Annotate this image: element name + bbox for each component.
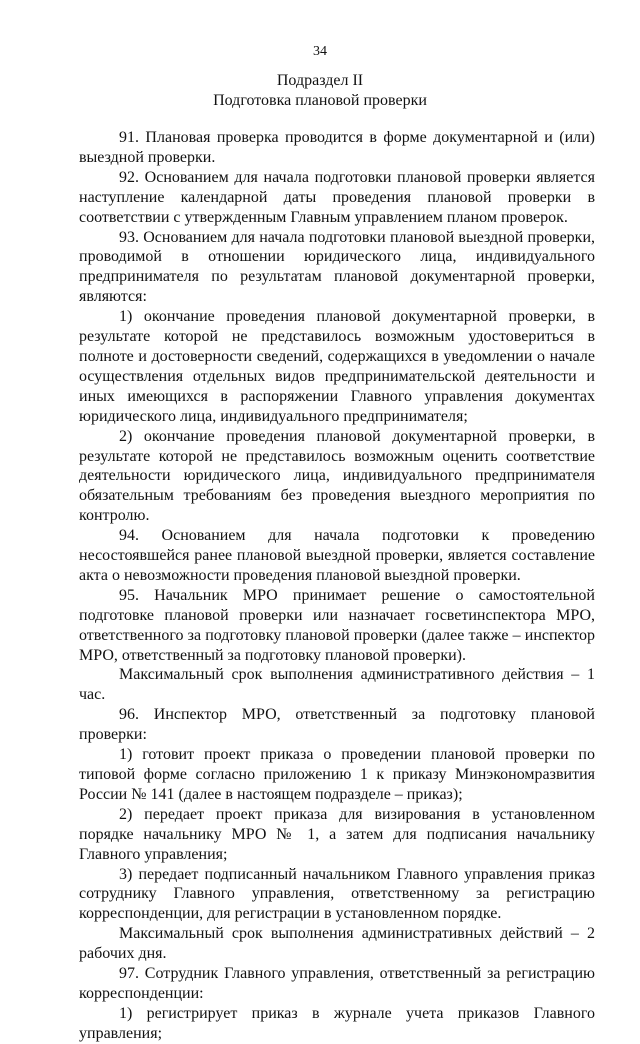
- document-body: [79, 128, 595, 1044]
- paragraph: 1) регистрирует приказ в журнале учета приказов Главного управления;: [79, 1004, 595, 1042]
- paragraph: 92. Основанием для начала подготовки плановой проверки является наступление календарной даты проведения плановой проверки в соответствии с утвержденным Главным управлением планом проверок.: [79, 168, 595, 226]
- subsection-heading: Подраздел II: [276, 72, 364, 89]
- section-title: Подготовка плановой проверки: [213, 92, 427, 109]
- paragraph: 97. Сотрудник Главного управления, ответственный за регистрацию корреспонденции:: [79, 965, 595, 1002]
- paragraph: 1) окончание проведения плановой документарной проверки, в результате которой не представилось возможным удостовериться в полноте и достоверности сведений, содержащихся в уведомлении о начале осуществления отдельных видов предпринимательской деятельности и иных имеющихся в распоряжении Главного управления документах юридического лица, индивидуального предпринимателя;: [79, 308, 595, 425]
- paragraph: 94. Основанием для начала подготовки к проведению несостоявшейся ранее плановой выездной проверки, является составление акта о невозможности проведения плановой выездной проверки.: [79, 527, 595, 584]
- paragraph: 2) передает проект приказа для визирования в установленном порядке начальнику МРО № 1, а затем для подписания начальнику Главного управления;: [79, 805, 595, 863]
- page-number: 34: [313, 44, 327, 59]
- paragraph: 3) передает подписанный начальником Главного управления приказ сотруднику Главного управления, ответственному за регистрацию корреспонденции, для регистрации в установленном порядке.: [79, 865, 595, 923]
- paragraph: Максимальный срок выполнения административного действия – 1 час.: [79, 666, 595, 704]
- paragraph: 96. Инспектор МРО, ответственный за подготовку плановой проверки:: [79, 706, 595, 744]
- paragraph: 1) готовит проект приказа о проведении плановой проверки по типовой форме согласно приложению 1 к приказу Минэкономразвития России № 141 (далее в настоящем подразделе – приказ);: [79, 746, 595, 803]
- paragraph: 93. Основанием для начала подготовки плановой выездной проверки, проводимой в отношении юридического лица, индивидуального предпринимателя по результатам плановой документарной проверки, являются:: [79, 228, 595, 306]
- paragraph: 91. Плановая проверка проводится в форме документарной и (или) выездной проверки.: [79, 129, 595, 166]
- paragraph: 2) окончание проведения плановой документарной проверки, в результате которой не представилось возможным оценить соответствие деятельности юридического лица, индивидуального предпринимателя обязательным требованиям без проведения выездного мероприятия по контролю.: [79, 427, 595, 525]
- paragraph: 95. Начальник МРО принимает решение о самостоятельной подготовке плановой проверки или назначает госветинспектора МРО, ответственного за подготовку плановой проверки (далее также – инспектор МРО, ответственный за подготовку плановой проверки).: [79, 586, 595, 664]
- paragraph: Максимальный срок выполнения административных действий – 2 рабочих дня.: [79, 925, 595, 963]
